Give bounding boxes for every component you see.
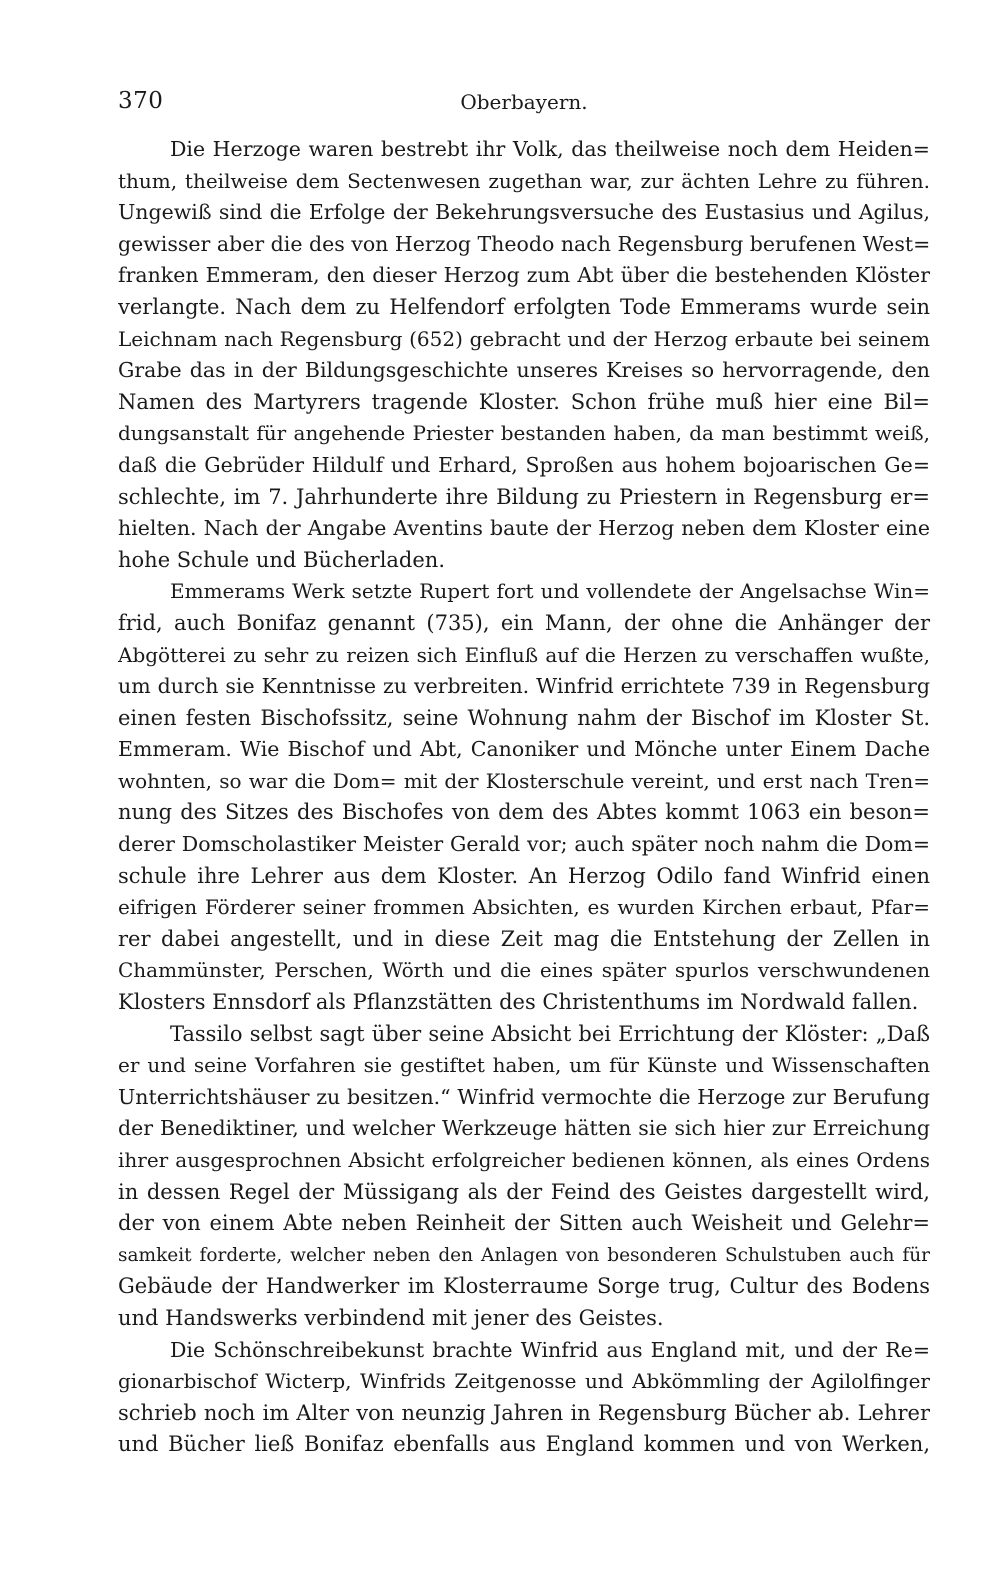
- text-line: Gebäude der Handwerker im Klosterraume Sorge trug, Cultur des Bodens: [118, 1274, 930, 1299]
- paragraph: [118, 576, 930, 1018]
- text-line: ihrer ausgesprochnen Absicht erfolgreicher bedienen können, als eines Ordens: [118, 1148, 930, 1172]
- text-line: Klosters Ennsdorf als Pflanzstätten des Christenthums im Nordwald fallen.: [118, 990, 919, 1015]
- paragraph: [118, 1335, 930, 1461]
- text-line: schlechte, im 7. Jahrhunderte ihre Bildung zu Priestern in Regensburg er=: [118, 484, 930, 509]
- text-line: Chammünster, Perschen, Wörth und die eines später spurlos verschwundenen: [118, 958, 930, 983]
- text-line: derer Domscholastiker Meister Gerald vor; auch später noch nahm die Dom=: [118, 832, 930, 857]
- text-line: franken Emmeram, den dieser Herzog zum Abt über die bestehenden Klöster: [118, 263, 930, 288]
- text-line: gewisser aber die des von Herzog Theodo nach Regensburg berufenen West=: [118, 231, 930, 256]
- text-line: und Bücher ließ Bonifaz ebenfalls aus England kommen und von Werken,: [118, 1432, 930, 1457]
- text-line: Die Schönschreibekunst brachte Winfrid aus England mit, und der Re=: [170, 1337, 930, 1362]
- text-line: der Benediktiner, und welcher Werkzeuge hätten sie sich hier zur Erreichung: [118, 1116, 930, 1141]
- text-line: gionarbischof Wicterp, Winfrids Zeitgenosse und Abkömmling der Agilolfinger: [118, 1369, 930, 1394]
- text-line: Abgötterei zu sehr zu reizen sich Einfluß auf die Herzen zu verschaffen wußte,: [118, 642, 930, 667]
- text-line: Die Herzoge waren bestrebt ihr Volk, das theilweise noch dem Heiden=: [170, 137, 930, 161]
- text-line: Leichnam nach Regensburg (652) gebracht und der Herzog erbaute bei seinem: [118, 326, 930, 351]
- text-line: Emmerams Werk setzte Rupert fort und vollendete der Angelsachse Win=: [170, 579, 930, 604]
- text-line: Grabe das in der Bildungsgeschichte unseres Kreises so hervorragende, den: [118, 358, 930, 383]
- body-text: [118, 134, 930, 1461]
- text-line: dungsanstalt für angehende Priester bestanden haben, da man bestimmt weiß,: [118, 421, 930, 446]
- text-line: rer dabei angestellt, und in diese Zeit mag die Entstehung der Zellen in: [118, 926, 930, 951]
- text-line: Ungewiß sind die Erfolge der Bekehrungsversuche des Eustasius und Agilus,: [118, 200, 930, 225]
- text-line: wohnten, so war die Dom= mit der Klosterschule vereint, und erst nach Tren=: [118, 768, 930, 793]
- page-number: 370: [118, 88, 164, 114]
- text-line: thum, theilweise dem Sectenwesen zugethan war, zur ächten Lehre zu führen.: [118, 168, 930, 193]
- text-line: und Handswerks verbindend mit jener des Geistes.: [118, 1305, 664, 1330]
- text-line: nung des Sitzes des Bischofes von dem des Abtes kommt 1063 ein beson=: [118, 800, 930, 825]
- paragraph: [118, 1019, 930, 1335]
- text-line: Tassilo selbst sagt über seine Absicht bei Errichtung der Klöster: „Daß: [170, 1021, 930, 1046]
- text-line: eifrigen Förderer seiner frommen Absichten, es wurden Kirchen erbaut, Pfar=: [118, 895, 930, 920]
- text-line: der von einem Abte neben Reinheit der Sitten auch Weisheit und Gelehr=: [118, 1211, 930, 1236]
- text-line: hohe Schule und Bücherladen.: [118, 547, 445, 572]
- text-line: in dessen Regel der Müssigang als der Feind des Geistes dargestellt wird,: [118, 1179, 930, 1204]
- text-line: frid, auch Bonifaz genannt (735), ein Mann, der ohne die Anhänger der: [118, 610, 930, 635]
- text-line: schrieb noch im Alter von neunzig Jahren in Regensburg Bücher ab. Lehrer: [118, 1400, 930, 1425]
- text-line: Unterrichtshäuser zu besitzen.“ Winfrid vermochte die Herzoge zur Berufung: [118, 1084, 930, 1109]
- running-head: Oberbayern.: [460, 90, 588, 114]
- text-line: hielten. Nach der Angabe Aventins baute der Herzog neben dem Kloster eine: [118, 516, 930, 541]
- text-line: er und seine Vorfahren sie gestiftet haben, um für Künste und Wissenschaften: [118, 1053, 930, 1078]
- text-line: samkeit forderte, welcher neben den Anlagen von besonderen Schulstuben auch für: [118, 1244, 930, 1266]
- text-line: schule ihre Lehrer aus dem Kloster. An Herzog Odilo fand Winfrid einen: [118, 863, 930, 888]
- text-line: Namen des Martyrers tragende Kloster. Schon frühe muß hier eine Bil=: [118, 389, 930, 414]
- text-line: verlangte. Nach dem zu Helfendorf erfolgten Tode Emmerams wurde sein: [118, 294, 930, 319]
- paragraph: [118, 134, 930, 576]
- text-line: daß die Gebrüder Hildulf und Erhard, Sproßen aus hohem bojoarischen Ge=: [118, 452, 930, 477]
- text-line: um durch sie Kenntnisse zu verbreiten. Winfrid errichtete 739 in Regensburg: [118, 674, 930, 699]
- page-header: [118, 84, 930, 124]
- text-line: einen festen Bischofssitz, seine Wohnung nahm der Bischof im Kloster St.: [118, 705, 930, 730]
- text-line: Emmeram. Wie Bischof und Abt, Canoniker und Mönche unter Einem Dache: [118, 737, 930, 762]
- book-page: [118, 84, 930, 1461]
